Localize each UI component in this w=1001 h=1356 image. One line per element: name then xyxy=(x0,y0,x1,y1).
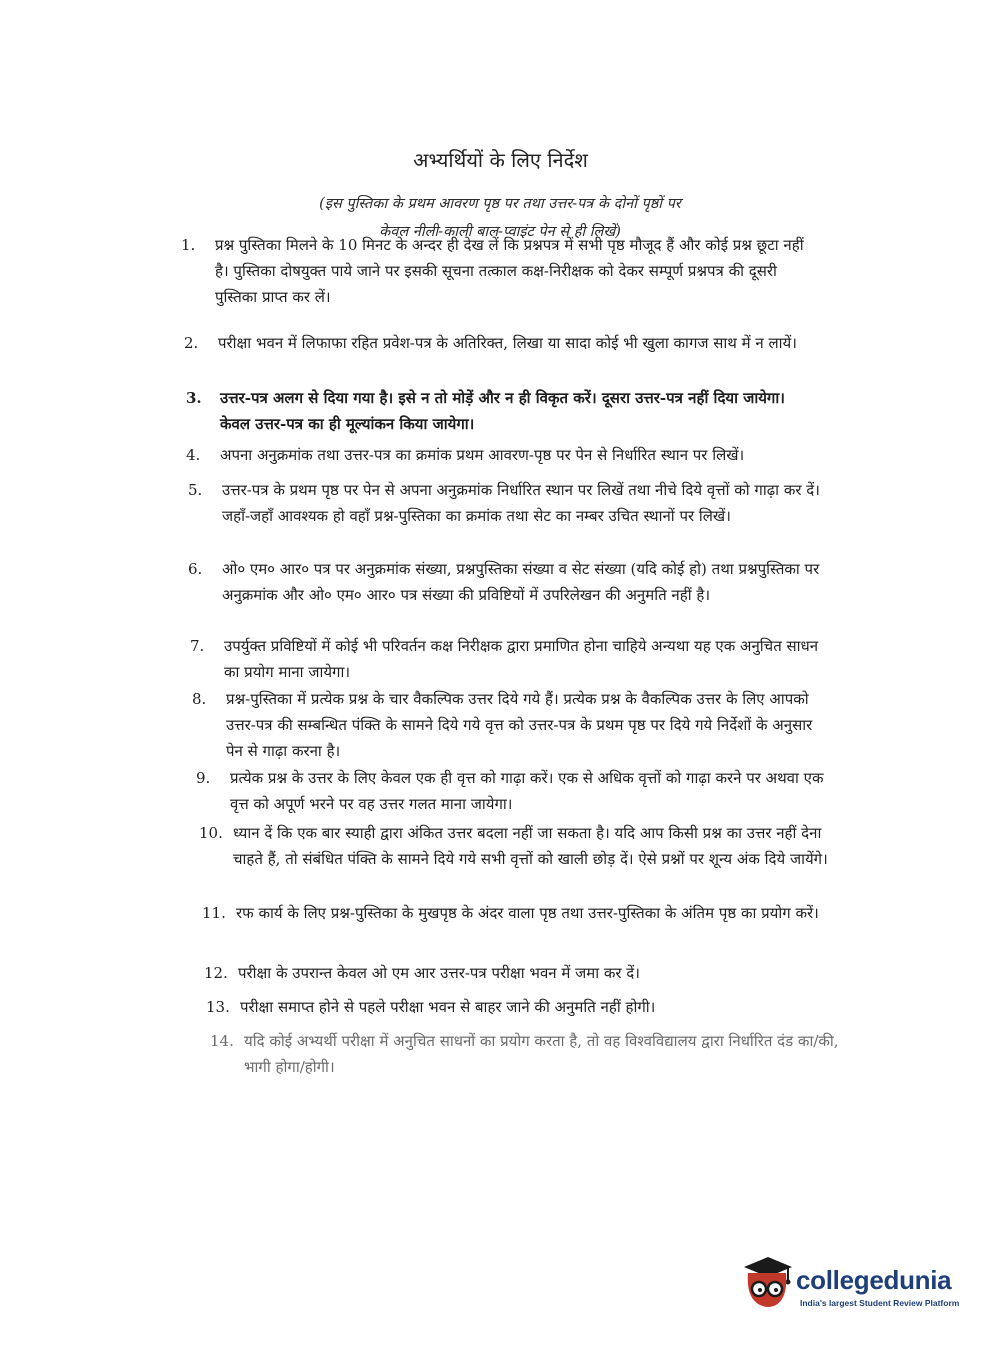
instruction-text: उत्तर-पत्र अलग से दिया गया है। इसे न तो मोड़ें और न ही विकृत करें। दूसरा उत्तर-पत्र नहीं दिया जायेगा। केवल उत्तर-पत्र का ही मूल्यांकन किया जायेगा। xyxy=(220,389,785,433)
instruction-item xyxy=(196,765,830,817)
instruction-text: रफ कार्य के लिए प्रश्न-पुस्तिका के मुखपृष्ठ के अंदर वाला पृष्ठ तथा उत्तर-पुस्तिका के अंतिम पृष्ठ का प्रयोग करें। xyxy=(236,904,819,922)
instruction-item xyxy=(192,686,826,764)
page-title: अभ्यर्थियों के लिए निर्देश xyxy=(413,148,588,172)
subtitle-line-1: (इस पुस्तिका के प्रथम आवरण पृष्ठ पर तथा उत्तर-पत्र के दोनों पृष्ठों पर xyxy=(319,196,681,212)
instruction-item xyxy=(210,1028,840,1080)
instruction-number: 7. xyxy=(190,637,205,655)
instruction-item xyxy=(184,330,818,356)
instruction-item xyxy=(190,633,824,685)
instruction-text: ध्यान दें कि एक बार स्याही द्वारा अंकित उत्तर बदला नहीं जा सकता है। यदि आप किसी प्रश्न का उत्तर नहीं देना चाहते हैं, तो संबंधित पंक्ति के सामने दिये गये सभी वृत्तों को खाली छोड़ दें। ऐसे प्रश्नों पर शून्य अंक दिये जायेंगे। xyxy=(233,824,828,868)
instruction-number: 14. xyxy=(210,1032,234,1050)
instruction-number: 4. xyxy=(186,446,201,464)
instruction-number: 9. xyxy=(196,769,211,787)
instruction-item xyxy=(206,994,840,1020)
instruction-number: 5. xyxy=(188,481,203,499)
instruction-text: परीक्षा समाप्त होने से पहले परीक्षा भवन से बाहर जाने की अनुमति नहीं होगी। xyxy=(240,998,656,1016)
instruction-item xyxy=(181,232,820,310)
instruction-text: यदि कोई अभ्यर्थी परीक्षा में अनुचित साधनों का प्रयोग करता है, तो वह विश्वविद्यालय द्वारा निर्धारित दंड का/की, भागी होगा/होगी। xyxy=(244,1032,839,1076)
instruction-text: अपना अनुक्रमांक तथा उत्तर-पत्र का क्रमांक प्रथम आवरण-पृष्ठ पर पेन से निर्धारित स्थान पर लिखें। xyxy=(220,446,745,464)
instruction-item xyxy=(204,960,838,986)
instruction-item xyxy=(186,385,820,437)
brand-name: collegedunia xyxy=(796,1265,952,1295)
subtitle-line-2: केवल नीली-काली बाल-प्वाइंट पेन से ही लिखें) xyxy=(379,224,621,240)
instruction-text: उपर्युक्त प्रविष्टियों में कोई भी परिवर्तन कक्ष निरीक्षक द्वारा प्रमाणित होना चाहिये अन्यथा यह एक अनुचित साधन का प्रयोग माना जायेगा। xyxy=(224,637,819,681)
instruction-text: प्रत्येक प्रश्न के उत्तर के लिए केवल एक ही वृत्त को गाढ़ा करें। एक से अधिक वृत्तों को गाढ़ा करने पर अथवा एक वृत्त को अपूर्ण भरने पर वह उत्तर गलत माना जायेगा। xyxy=(230,769,824,813)
instruction-text: परीक्षा भवन में लिफाफा रहित प्रवेश-पत्र के अतिरिक्त, लिखा या सादा कोई भी खुला कागज साथ में न लायें। xyxy=(218,334,797,352)
instruction-item xyxy=(188,556,822,608)
instruction-text: प्रश्न-पुस्तिका में प्रत्येक प्रश्न के चार वैकल्पिक उत्तर दिये गये हैं। प्रत्येक प्रश्न के वैकल्पिक उत्तर के लिए आपको उत्तर-पत्र की सम्बन्धित पंक्ति के सामने दिये गये वृत्त को उत्तर-पत्र के प्रथम पृष्ठ पर दिये गये निर्देशों के अनुसार पेन से गाढ़ा करना है। xyxy=(226,690,813,760)
instruction-text: ओ० एम० आर० पत्र पर अनुक्रमांक संख्या, प्रश्नपुस्तिका संख्या व सेट संख्या (यदि कोई हो) तथा प्रश्नपुस्तिका पर अनुक्रमांक और ओ० एम० आर० पत्र संख्या की प्रविष्टियों में उपरिलेखन की अनुमति नहीं है। xyxy=(222,560,820,604)
instruction-text: प्रश्न पुस्तिका मिलने के 10 मिनट के अन्दर ही देख लें कि प्रश्नपत्र में सभी पृष्ठ मौजूद हैं और कोई प्रश्न छूटा नहीं है। पुस्तिका दोषयुक्त पाये जाने पर इसकी सूचना तत्काल कक्ष-निरीक्षक को देकर सम्पूर्ण प्रश्नपत्र की दूसरी पुस्तिका प्राप्त कर लें। xyxy=(215,236,804,306)
instruction-number: 8. xyxy=(192,690,207,708)
instruction-number: 6. xyxy=(188,560,203,578)
instruction-number: 3. xyxy=(186,389,202,407)
instruction-item xyxy=(199,820,833,872)
instruction-text: परीक्षा के उपरान्त केवल ओ एम आर उत्तर-पत्र परीक्षा भवन में जमा कर दें। xyxy=(238,964,640,982)
instruction-number: 10. xyxy=(199,824,223,842)
instruction-number: 13. xyxy=(206,998,230,1016)
graduate-mascot-icon xyxy=(738,1253,794,1311)
instruction-number: 1. xyxy=(181,236,196,254)
instruction-number: 12. xyxy=(204,964,228,982)
brand-tagline: India's largest Student Review Platform xyxy=(800,1298,960,1308)
instruction-item xyxy=(202,900,836,926)
instruction-item xyxy=(188,477,822,529)
instruction-item xyxy=(186,442,820,468)
instruction-number: 11. xyxy=(202,904,226,922)
collegedunia-watermark xyxy=(738,1253,978,1313)
instruction-number: 2. xyxy=(184,334,199,352)
instruction-text: उत्तर-पत्र के प्रथम पृष्ठ पर पेन से अपना अनुक्रमांक निर्धारित स्थान पर लिखें तथा नीचे दिये वृत्तों को गाढ़ा कर दें। जहाँ-जहाँ आवश्यक हो वहाँ प्रश्न-पुस्तिका का क्रमांक तथा सेट का नम्बर उचित स्थानों पर लिखें। xyxy=(222,481,820,525)
